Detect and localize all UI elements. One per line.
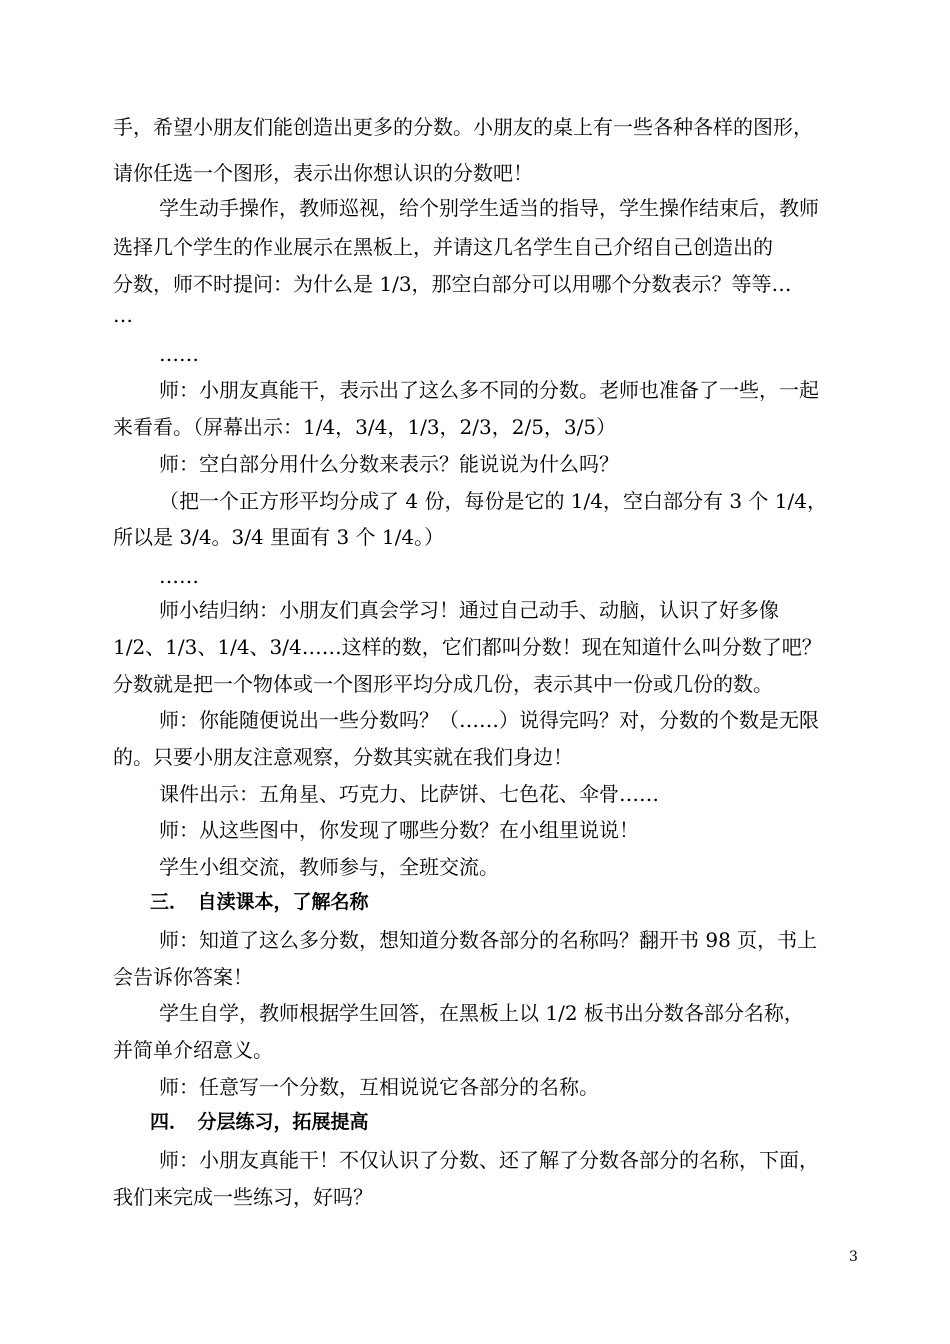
paragraph-line: 学生动手操作，教师巡视，给个别学生适当的指导，学生操作结束后，教师 bbox=[159, 196, 819, 220]
paragraph-line: 会告诉你答案！ bbox=[113, 965, 253, 989]
page-number: 3 bbox=[849, 1249, 858, 1265]
paragraph-line: 师：从这些图中，你发现了哪些分数？在小组里说说！ bbox=[159, 818, 639, 842]
paragraph-line: 并简单介绍意义。 bbox=[113, 1038, 273, 1062]
paragraph-line: 师：小朋友真能干！不仅认识了分数、还了解了分数各部分的名称，下面， bbox=[159, 1148, 819, 1172]
paragraph-line: 师：任意写一个分数，互相说说它各部分的名称。 bbox=[159, 1075, 599, 1099]
paragraph-line: 我们来完成一些练习，好吗？ bbox=[113, 1185, 373, 1209]
paragraph-line: 手，希望小朋友们能创造出更多的分数。小朋友的桌上有一些各种各样的图形， bbox=[113, 115, 813, 139]
paragraph-line: 师：知道了这么多分数，想知道分数各部分的名称吗？翻开书 98 页，书上 bbox=[159, 928, 818, 952]
section-heading: 四． 分层练习，拓展提高 bbox=[150, 1111, 369, 1133]
paragraph-line: 学生自学，教师根据学生回答，在黑板上以 1/2 板书出分数各部分名称， bbox=[159, 1001, 804, 1025]
paragraph-line: 师：你能随便说出一些分数吗？（……）说得完吗？对，分数的个数是无限 bbox=[159, 708, 819, 732]
paragraph-line: 课件出示：五角星、巧克力、比萨饼、七色花、伞骨…… bbox=[159, 782, 659, 806]
paragraph-line: 师：空白部分用什么分数来表示？能说说为什么吗？ bbox=[159, 452, 619, 476]
ellipsis-line: …… bbox=[159, 564, 199, 588]
ellipsis-line: …… bbox=[159, 342, 199, 366]
paragraph-line: 分数，师不时提问：为什么是 1/3，那空白部分可以用哪个分数表示？等等… bbox=[113, 272, 792, 296]
paragraph-line: 师：小朋友真能干，表示出了这么多不同的分数。老师也准备了一些，一起 bbox=[159, 378, 819, 402]
paragraph-line: 所以是 3/4。3/4 里面有 3 个 1/4。） bbox=[113, 525, 445, 549]
paragraph-line: 1/2、1/3、1/4、3/4……这样的数，它们都叫分数！现在知道什么叫分数了吧？ bbox=[113, 635, 822, 659]
paragraph-line: 师小结归纳：小朋友们真会学习！通过自己动手、动脑，认识了好多像 bbox=[159, 598, 779, 622]
paragraph-line: 分数就是把一个物体或一个图形平均分成几份，表示其中一份或几份的数。 bbox=[113, 672, 773, 696]
section-heading: 三． 自渎课本，了解名称 bbox=[150, 891, 369, 913]
paragraph-line: 选择几个学生的作业展示在黑板上，并请这几名学生自己介绍自己创造出的 bbox=[113, 235, 773, 259]
paragraph-line: 学生小组交流，教师参与，全班交流。 bbox=[159, 855, 499, 879]
paragraph-line: … bbox=[113, 303, 133, 327]
paragraph-line: 的。只要小朋友注意观察，分数其实就在我们身边！ bbox=[113, 745, 573, 769]
paragraph-line: （把一个正方形平均分成了 4 份，每份是它的 1/4，空白部分有 3 个 1/4， bbox=[159, 489, 827, 513]
paragraph-line: 来看看。（屏幕出示：1/4，3/4，1/3，2/3，2/5，3/5） bbox=[113, 415, 617, 439]
paragraph-line: 请你任选一个图形，表示出你想认识的分数吧！ bbox=[113, 161, 533, 185]
